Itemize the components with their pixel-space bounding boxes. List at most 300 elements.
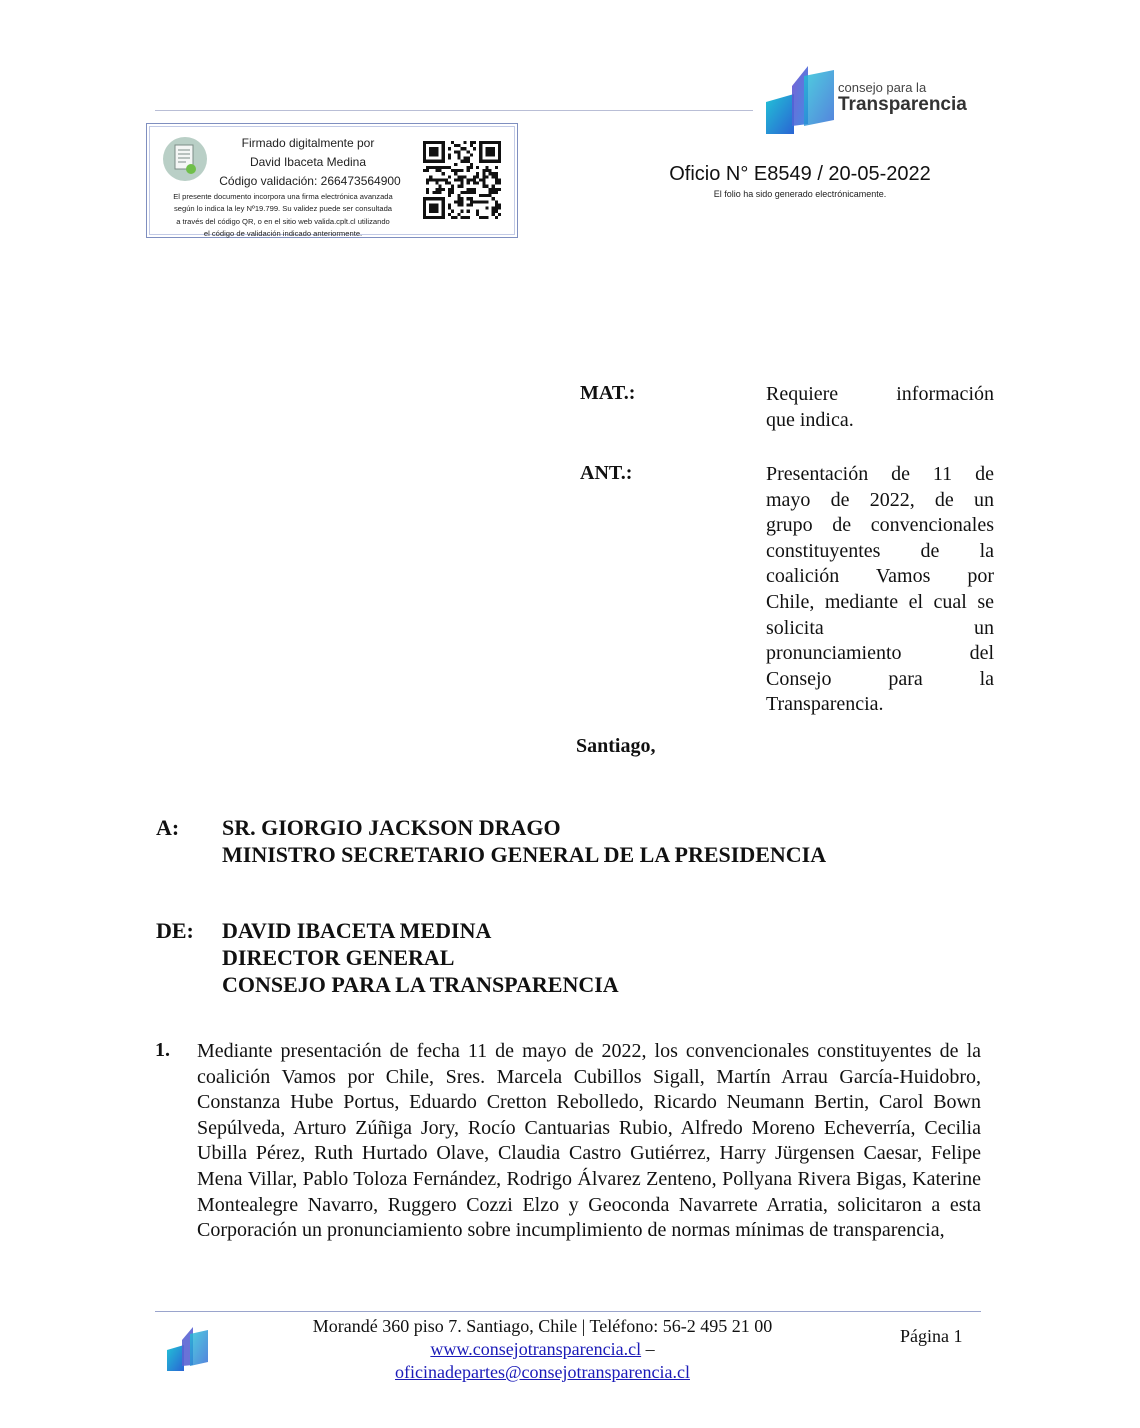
qr-module [423,210,426,213]
qr-module [442,153,445,156]
qr-module [429,147,432,150]
qr-module [435,178,438,181]
signature-line-3: Código validación: 266473564900 [219,174,401,188]
footer-dash: – [641,1339,655,1359]
qr-module [467,188,470,191]
folio-note: El folio ha sido generado electrónicamente. [713,189,887,199]
qr-module [495,200,498,203]
qr-module [432,197,435,200]
qr-module [423,141,426,144]
qr-module [429,160,432,163]
qr-module [432,147,435,150]
qr-module [498,157,501,160]
to-label: A: [156,815,180,840]
qr-module [448,191,451,194]
qr-module [435,150,438,153]
qr-module [448,188,451,191]
paragraph-text: Mediante presentación de fecha 11 de mayo de 2022, los convencionales constituyentes de la coalición Vamos por Chile, Sres. Marcela Cubillos Sigall, Martín Arrau García-Huidobro, Constanza Hube Portus, Eduardo Cretton Rebolledo, Ricardo Neumann Bertin, Carol Bown Sepúlveda, Arturo Zúñiga Jory, Rocío Cantuarias Rubio, Alfredo Moreno Echeverría, Cecilia Ubilla Pérez, Ruth Hurtado Olave, Claudia Castro Gutiérrez, Harry Jürgensen Caesar, Felipe Mena Villar, Pablo Toloza Fernández, Rodrigo Álvarez Zenteno, Pollyana Rivera Bigas, Katerine Montealegre Navarro, Ruggero Cozzi Elzo y Geoconda Navarrete Arratia, solicitaron a esta Corporación un pronunciamiento sobre incumplimiento de normas mínimas de transparencia, [197,1040,981,1242]
qr-module [467,191,470,194]
qr-module [454,144,457,147]
qr-module [448,203,451,206]
qr-module [429,197,432,200]
qr-module [479,178,482,181]
paragraph-number: 1. [155,1039,170,1061]
qr-module [498,213,501,216]
qr-module [457,203,460,206]
qr-module [432,153,435,156]
footer-rule [155,1311,981,1312]
qr-module [460,185,463,188]
ant-line: constituyentes de la [766,539,994,562]
qr-module [473,178,476,181]
qr-module [454,200,457,203]
qr-module [435,169,438,172]
qr-module [485,160,488,163]
qr-module [482,182,485,185]
from-organization: CONSEJO PARA LA TRANSPARENCIA [222,972,619,997]
qr-module [426,169,429,172]
qr-module [426,166,429,169]
qr-module [435,141,438,144]
qr-module [498,182,501,185]
qr-module [439,141,442,144]
ant-line: Transparencia. [766,693,884,716]
qr-module [423,169,426,172]
qr-module [485,147,488,150]
qr-module [445,182,448,185]
qr-module [429,207,432,210]
qr-module [489,188,492,191]
qr-module [429,216,432,219]
qr-module [464,157,467,160]
logo-text-big: Transparencia [838,94,967,115]
qr-module [498,160,501,163]
qr-module [460,182,463,185]
qr-module [442,210,445,213]
footer-email-link[interactable]: oficinadepartes@consejotransparencia.cl [395,1362,690,1382]
qr-module [495,191,498,194]
qr-module [467,169,470,172]
qr-module [439,191,442,194]
from-title: DIRECTOR GENERAL [222,945,455,970]
mat-line: que indica. [766,408,854,431]
qr-module [479,160,482,163]
qr-module [492,210,495,213]
qr-module [442,188,445,191]
qr-module [476,172,479,175]
qr-module [457,185,460,188]
ant-line: coalición Vamos por [766,565,994,588]
qr-module [442,160,445,163]
qr-module [476,213,479,216]
qr-module [423,153,426,156]
qr-module [492,188,495,191]
qr-module [435,216,438,219]
qr-module [479,200,482,203]
qr-module [451,216,454,219]
qr-module [479,147,482,150]
qr-module [476,182,479,185]
qr-module [460,197,463,200]
qr-module [429,175,432,178]
qr-module [423,144,426,147]
qr-module [432,210,435,213]
qr-module [423,147,426,150]
qr-module [464,216,467,219]
qr-module [460,178,463,181]
ant-line: Presentación de 11 de [766,463,994,485]
qr-module [489,150,492,153]
qr-module [485,194,488,197]
qr-module [479,141,482,144]
qr-module [429,150,432,153]
qr-module [432,166,435,169]
signature-line-1: Firmado digitalmente por [241,136,375,150]
qr-module [467,182,470,185]
qr-module [470,153,473,156]
qr-module [442,200,445,203]
qr-module [460,216,463,219]
qr-module [470,188,473,191]
oficio-number: Oficio N° E8549 / 20-05-2022 [669,163,931,185]
logo-text-small: consejo para la [838,80,927,95]
qr-module [482,169,485,172]
qr-module [457,197,460,200]
qr-module [423,207,426,210]
qr-module [435,191,438,194]
qr-module [470,141,473,144]
qr-module [457,178,460,181]
qr-module [473,188,476,191]
qr-module [457,157,460,160]
qr-module [448,182,451,185]
qr-module [423,213,426,216]
qr-module [439,197,442,200]
qr-module [435,160,438,163]
qr-module [464,141,467,144]
qr-module [442,203,445,206]
qr-module [473,175,476,178]
ant-line: grupo de convencionales [766,514,994,537]
qr-module [485,150,488,153]
qr-module [442,172,445,175]
qr-module [473,147,476,150]
qr-module [492,191,495,194]
qr-module [442,150,445,153]
qr-module [439,216,442,219]
qr-module [435,153,438,156]
qr-module [426,178,429,181]
qr-module [485,200,488,203]
qr-module [495,141,498,144]
qr-module [495,188,498,191]
qr-module [479,153,482,156]
qr-module [498,178,501,181]
qr-module [495,210,498,213]
qr-module [432,150,435,153]
qr-module [423,216,426,219]
qr-module [435,203,438,206]
qr-module [460,210,463,213]
qr-module [435,166,438,169]
cplt-logo [764,64,974,136]
qr-module [460,200,463,203]
qr-module [485,185,488,188]
qr-module [492,147,495,150]
qr-module [492,153,495,156]
qr-module [454,150,457,153]
place-date: Santiago, [576,735,656,757]
qr-module [429,210,432,213]
qr-module [492,150,495,153]
qr-module [445,178,448,181]
qr-module [482,200,485,203]
signature-legal-text [154,191,412,241]
qr-module [439,166,442,169]
qr-module [482,175,485,178]
qr-module [498,141,501,144]
qr-module [448,153,451,156]
qr-module [457,213,460,216]
qr-module [460,169,463,172]
qr-module [479,194,482,197]
qr-module [492,172,495,175]
qr-module [454,169,457,172]
qr-module [482,216,485,219]
qr-module [448,147,451,150]
qr-module [470,200,473,203]
to-name: SR. GIORGIO JACKSON DRAGO [222,815,561,840]
qr-module [439,169,442,172]
qr-module [435,188,438,191]
qr-module [439,185,442,188]
qr-module [432,178,435,181]
qr-module [423,160,426,163]
qr-module [460,160,463,163]
qr-module [426,182,429,185]
qr-module [467,210,470,213]
qr-module [448,175,451,178]
qr-module [435,207,438,210]
qr-module [442,197,445,200]
qr-module [489,160,492,163]
qr-module [485,169,488,172]
qr-module [426,191,429,194]
qr-module [435,182,438,185]
ant-label: ANT.: [580,462,633,484]
qr-module [426,141,429,144]
qr-module [482,141,485,144]
qr-module [442,178,445,181]
footer-contact [260,1315,825,1384]
qr-module [457,153,460,156]
qr-module [476,166,479,169]
signature-legal-line-3: a través del código QR, o en el sitio web valida.cplt.cl utilizando [176,216,390,226]
qr-module [495,175,498,178]
qr-module [451,141,454,144]
qr-module [454,178,457,181]
qr-module [429,203,432,206]
qr-module [442,147,445,150]
qr-module [485,153,488,156]
qr-module [454,216,457,219]
qr-module [495,182,498,185]
qr-module [489,191,492,194]
qr-module [476,200,479,203]
qr-module [442,213,445,216]
qr-module [460,191,463,194]
qr-module [489,172,492,175]
ant-line: Chile, mediante el cual se [766,590,994,613]
qr-module [498,147,501,150]
qr-module [482,185,485,188]
from-label: DE: [156,918,194,943]
qr-module [489,194,492,197]
qr-module [498,207,501,210]
qr-module [473,191,476,194]
qr-module [464,191,467,194]
qr-module [498,153,501,156]
header-rule [155,110,753,111]
signature-legal-line-4: el código de validación indicado anteriormente. [203,229,363,239]
mat-label: MAT.: [580,382,636,404]
qr-module [464,160,467,163]
qr-module [467,197,470,200]
qr-module [479,216,482,219]
qr-module [464,147,467,150]
qr-module [467,178,470,181]
qr-module [473,200,476,203]
qr-module [445,166,448,169]
qr-module [473,141,476,144]
qr-module [442,166,445,169]
signature-seal-icon [162,136,208,182]
ant-line: mayo de 2022, de un [766,488,994,511]
footer-website-link[interactable]: www.consejotransparencia.cl [430,1339,642,1359]
qr-module [426,188,429,191]
qr-module [492,207,495,210]
qr-module [467,150,470,153]
qr-module [495,160,498,163]
qr-module [467,166,470,169]
footer-address: Morandé 360 piso 7. Santiago, Chile | Teléfono: 56-2 495 21 00 [312,1316,773,1336]
qr-module [470,166,473,169]
qr-module [448,157,451,160]
qr-module [476,175,479,178]
qr-module [495,207,498,210]
qr-module [470,203,473,206]
ant-line: solicita un [766,616,994,639]
qr-module [498,188,501,191]
qr-module [435,147,438,150]
qr-module [479,157,482,160]
qr-module [470,163,473,166]
qr-module [464,175,467,178]
cplt-logo-mark-icon [764,64,838,136]
qr-module [492,175,495,178]
qr-module [442,207,445,210]
page-number: Página 1 [900,1326,963,1346]
qr-module [489,169,492,172]
qr-module [432,216,435,219]
qr-module [498,203,501,206]
qr-module [451,210,454,213]
qr-module [457,150,460,153]
qr-module [470,197,473,200]
qr-module [439,160,442,163]
qr-module [492,197,495,200]
from-name: DAVID IBACETA MEDINA [222,918,492,943]
qr-module [485,207,488,210]
qr-module [470,178,473,181]
qr-module [495,172,498,175]
qr-module [432,203,435,206]
qr-module [457,175,460,178]
qr-module [451,188,454,191]
qr-module [429,153,432,156]
qr-module [457,169,460,172]
qr-module [489,147,492,150]
qr-module [435,210,438,213]
mat-line: Requiere información [766,383,994,405]
ant-text [766,462,994,718]
qr-module [423,150,426,153]
qr-module [482,172,485,175]
qr-module [492,160,495,163]
to-title: MINISTRO SECRETARIO GENERAL DE LA PRESIDENCIA [222,842,827,867]
signature-legal-line-2: según lo indica la ley Nº19.799. Su validez puede ser consultada [173,204,393,214]
qr-module [489,141,492,144]
qr-module [485,216,488,219]
qr-module [485,141,488,144]
qr-module [426,160,429,163]
qr-module [467,203,470,206]
qr-module [448,213,451,216]
qr-module [460,203,463,206]
qr-module [432,141,435,144]
qr-module [495,166,498,169]
qr-module [492,141,495,144]
qr-module [454,163,457,166]
qr-module [457,200,460,203]
qr-module [429,178,432,181]
ant-line: Consejo para la [766,667,994,690]
qr-module [470,144,473,147]
qr-module [429,141,432,144]
qr-module [467,157,470,160]
qr-module [442,216,445,219]
qr-module [454,172,457,175]
qr-module [485,175,488,178]
qr-module [448,166,451,169]
qr-module [426,216,429,219]
qr-module [423,203,426,206]
qr-module [470,191,473,194]
qr-module [435,197,438,200]
qr-module [467,216,470,219]
qr-module [479,144,482,147]
qr-code-icon[interactable] [423,141,501,219]
qr-module [467,160,470,163]
qr-module [442,144,445,147]
signature-line-2: David Ibaceta Medina [249,155,367,169]
qr-module [498,144,501,147]
mat-text [766,382,994,433]
qr-module [479,150,482,153]
qr-module [423,157,426,160]
qr-module [473,182,476,185]
qr-module [451,185,454,188]
